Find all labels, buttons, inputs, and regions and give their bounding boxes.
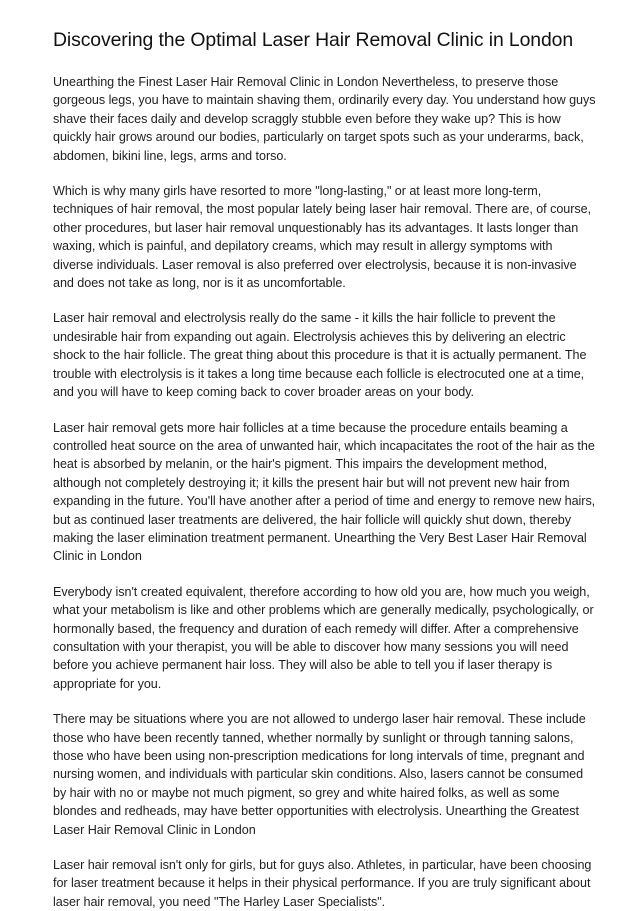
paragraph: Laser hair removal gets more hair follicles at a time because the procedure entails beaming a controlled heat source on the area of unwanted hair, which incapacitates the root of the hair as the heat is absorbed by melanin, or the hair's pigment. This impairs the development method, although not completely destroying it; it kills the present hair but will not prevent new hair from expanding in the future. You'll have another after a period of time and energy to remove new hairs, but as continued laser treatments are delivered, the hair follicle will quickly shut down, thereby making the laser elimination treatment permanent. Unearthing the Very Best Laser Hair Removal Clinic in London xyxy=(53,420,596,564)
paragraph: Laser hair removal and electrolysis really do the same - it kills the hair follicle to prevent the undesirable hair from expanding out again. Electrolysis achieves this by delivering an electric shock to the hair follicle. The great thing about this procedure is that it is actually permanent. The trouble with electrolysis is it takes a long time because each follicle is electrocuted one at a time, and you will have to keep coming back to cover broader areas on your body. xyxy=(53,311,587,400)
paragraph: Everybody isn't created equivalent, therefore according to how old you are, how much you weigh, what your metabolism is like and other problems which are generally medically, psychologically, or hormonally based, the frequency and duration of each remedy will differ. After a comprehensive consultation with your therapist, you will be able to discover how many sessions you will need before you achieve permanent hair loss. They will also be able to tell you if laser therapy is appropriate for you. xyxy=(53,584,594,691)
document-title: Discovering the Optimal Laser Hair Removal Clinic in London xyxy=(53,29,574,51)
paragraph: Which is why many girls have resorted to more "long-lasting," or at least more long-term, techniques of hair removal, the most popular lately being laser hair removal. There are, of course, other procedures, but laser hair removal unquestionably has its advantages. It lasts longer than waxing, which is painful, and depilatory creams, which may result in allergy symptoms with diverse individuals. Laser removal is also preferred over electrolysis, because it is non-invasive and does not take as long, nor is it as uncomfortable. xyxy=(53,184,592,291)
paragraph: Unearthing the Finest Laser Hair Removal Clinic in London Nevertheless, to preserve those gorgeous legs, you have to maintain shaving them, ordinarily every day. You understand how guys shave their faces daily and develop scraggly stubble even before they wake up? This is how quickly hair grows around our bodies, particularly on target spots such as your underarms, back, abdomen, bikini line, legs, arms and torso. xyxy=(53,75,596,163)
paragraph: There may be situations where you are not allowed to undergo laser hair removal. These include those who have been recently tanned, whether normally by sunlight or through tanning salons, those who have been using non-prescription medications for long intervals of time, pregnant and nursing women, and individuals with particular skin conditions. Also, lasers cannot be consumed by hair with no or maybe not much pigment, so grey and white haired folks, as well as some blondes and redheads, may have better opportunities with electrolysis. Unearthing the Greatest Laser Hair Removal Clinic in London xyxy=(53,712,586,837)
paragraph: Laser hair removal isn't only for girls, but for guys also. Athletes, in particular, have been choosing for laser treatment because it helps in their physical performance. If you are truly significant about laser hair removal, you need "The Harley Laser Specialists". xyxy=(53,858,592,909)
